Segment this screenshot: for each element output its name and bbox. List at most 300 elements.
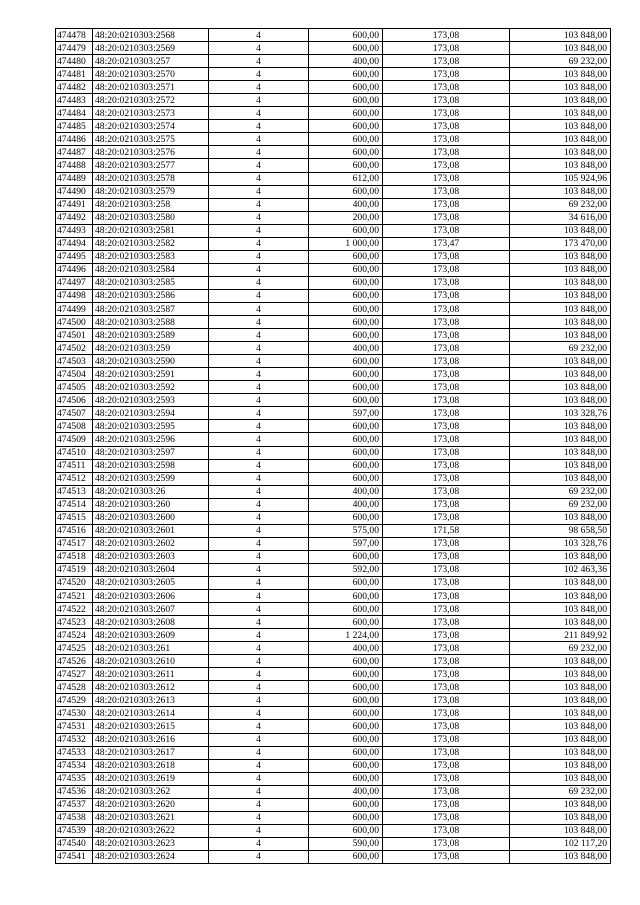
rate-cell: 173,08 [383, 681, 510, 694]
area-cell: 600,00 [309, 472, 383, 485]
area-cell: 600,00 [309, 250, 383, 263]
cadastral-number-cell: 48:20:0210303:2608 [93, 616, 209, 629]
table-row [56, 798, 611, 811]
rate-cell: 173,08 [383, 368, 510, 381]
group-cell: 4 [209, 629, 309, 642]
row-id-cell: 474498 [56, 289, 93, 302]
value-cell: 103 848,00 [510, 94, 611, 107]
row-id-cell: 474482 [56, 81, 93, 94]
rate-cell: 171,58 [383, 524, 510, 537]
cadastral-number-cell: 48:20:0210303:2607 [93, 603, 209, 616]
group-cell: 4 [209, 224, 309, 237]
cadastral-number-cell: 48:20:0210303:2590 [93, 355, 209, 368]
rate-cell: 173,08 [383, 446, 510, 459]
row-id-cell: 474523 [56, 616, 93, 629]
rate-cell: 173,08 [383, 316, 510, 329]
row-id-cell: 474483 [56, 94, 93, 107]
rate-cell: 173,08 [383, 120, 510, 133]
rate-cell: 173,08 [383, 655, 510, 668]
rate-cell: 173,08 [383, 342, 510, 355]
row-id-cell: 474505 [56, 381, 93, 394]
cadastral-number-cell: 48:20:0210303:261 [93, 642, 209, 655]
area-cell: 600,00 [309, 824, 383, 837]
value-cell: 103 848,00 [510, 68, 611, 81]
row-id-cell: 474534 [56, 759, 93, 772]
area-cell: 600,00 [309, 94, 383, 107]
table-row [56, 603, 611, 616]
value-cell: 103 848,00 [510, 616, 611, 629]
table-row [56, 394, 611, 407]
value-cell: 34 616,00 [510, 211, 611, 224]
cadastral-number-cell: 48:20:0210303:2620 [93, 798, 209, 811]
group-cell: 4 [209, 811, 309, 824]
value-cell: 103 848,00 [510, 759, 611, 772]
table-row [56, 616, 611, 629]
row-id-cell: 474506 [56, 394, 93, 407]
group-cell: 4 [209, 642, 309, 655]
group-cell: 4 [209, 563, 309, 576]
cadastral-number-cell: 48:20:0210303:2622 [93, 824, 209, 837]
rate-cell: 173,08 [383, 837, 510, 850]
group-cell: 4 [209, 446, 309, 459]
group-cell: 4 [209, 302, 309, 315]
value-cell: 103 848,00 [510, 733, 611, 746]
group-cell: 4 [209, 237, 309, 250]
group-cell: 4 [209, 94, 309, 107]
area-cell: 597,00 [309, 407, 383, 420]
group-cell: 4 [209, 420, 309, 433]
table-row [56, 563, 611, 576]
area-cell: 600,00 [309, 433, 383, 446]
group-cell: 4 [209, 211, 309, 224]
table-row [56, 720, 611, 733]
rate-cell: 173,08 [383, 759, 510, 772]
row-id-cell: 474492 [56, 211, 93, 224]
table-row [56, 133, 611, 146]
cadastral-number-cell: 48:20:0210303:2618 [93, 759, 209, 772]
rate-cell: 173,08 [383, 811, 510, 824]
group-cell: 4 [209, 172, 309, 185]
value-cell: 105 924,96 [510, 172, 611, 185]
group-cell: 4 [209, 485, 309, 498]
area-cell: 575,00 [309, 524, 383, 537]
cadastral-number-cell: 48:20:0210303:2605 [93, 576, 209, 589]
area-cell: 400,00 [309, 55, 383, 68]
row-id-cell: 474524 [56, 629, 93, 642]
rate-cell: 173,08 [383, 276, 510, 289]
area-cell: 600,00 [309, 733, 383, 746]
cadastral-number-cell: 48:20:0210303:2581 [93, 224, 209, 237]
group-cell: 4 [209, 120, 309, 133]
area-cell: 600,00 [309, 746, 383, 759]
group-cell: 4 [209, 837, 309, 850]
cadastral-number-cell: 48:20:0210303:2592 [93, 381, 209, 394]
cadastral-number-cell: 48:20:0210303:2603 [93, 550, 209, 563]
cadastral-number-cell: 48:20:0210303:2610 [93, 655, 209, 668]
value-cell: 211 849,92 [510, 629, 611, 642]
rate-cell: 173,08 [383, 563, 510, 576]
value-cell: 103 848,00 [510, 263, 611, 276]
area-cell: 600,00 [309, 185, 383, 198]
row-id-cell: 474485 [56, 120, 93, 133]
area-cell: 600,00 [309, 394, 383, 407]
cadastral-number-cell: 48:20:0210303:2623 [93, 837, 209, 850]
group-cell: 4 [209, 603, 309, 616]
table-row [56, 446, 611, 459]
table-row [56, 485, 611, 498]
table-row [56, 68, 611, 81]
table-row [56, 850, 611, 863]
area-cell: 600,00 [309, 590, 383, 603]
group-cell: 4 [209, 342, 309, 355]
cadastral-number-cell: 48:20:0210303:2611 [93, 668, 209, 681]
row-id-cell: 474513 [56, 485, 93, 498]
rate-cell: 173,08 [383, 29, 510, 42]
value-cell: 103 848,00 [510, 185, 611, 198]
table-row [56, 55, 611, 68]
value-cell: 103 848,00 [510, 276, 611, 289]
row-id-cell: 474514 [56, 498, 93, 511]
value-cell: 69 232,00 [510, 342, 611, 355]
group-cell: 4 [209, 81, 309, 94]
cadastral-number-cell: 48:20:0210303:2597 [93, 446, 209, 459]
group-cell: 4 [209, 107, 309, 120]
rate-cell: 173,08 [383, 733, 510, 746]
table-row [56, 302, 611, 315]
area-cell: 600,00 [309, 720, 383, 733]
group-cell: 4 [209, 550, 309, 563]
cadastral-number-cell: 48:20:0210303:260 [93, 498, 209, 511]
table-row [56, 146, 611, 159]
area-cell: 600,00 [309, 302, 383, 315]
group-cell: 4 [209, 42, 309, 55]
rate-cell: 173,08 [383, 550, 510, 563]
area-cell: 597,00 [309, 537, 383, 550]
cadastral-number-cell: 48:20:0210303:2586 [93, 289, 209, 302]
group-cell: 4 [209, 798, 309, 811]
rate-cell: 173,08 [383, 211, 510, 224]
cadastral-number-cell: 48:20:0210303:2584 [93, 263, 209, 276]
value-cell: 103 848,00 [510, 394, 611, 407]
group-cell: 4 [209, 146, 309, 159]
row-id-cell: 474535 [56, 772, 93, 785]
rate-cell: 173,08 [383, 198, 510, 211]
cadastral-number-cell: 48:20:0210303:2613 [93, 694, 209, 707]
table-row [56, 263, 611, 276]
cadastral-number-cell: 48:20:0210303:2594 [93, 407, 209, 420]
group-cell: 4 [209, 198, 309, 211]
area-cell: 612,00 [309, 172, 383, 185]
table-row [56, 576, 611, 589]
area-cell: 400,00 [309, 785, 383, 798]
table-row [56, 94, 611, 107]
rate-cell: 173,08 [383, 459, 510, 472]
value-cell: 103 848,00 [510, 355, 611, 368]
table-row [56, 289, 611, 302]
area-cell: 200,00 [309, 211, 383, 224]
cadastral-number-cell: 48:20:0210303:2577 [93, 159, 209, 172]
row-id-cell: 474541 [56, 850, 93, 863]
area-cell: 600,00 [309, 355, 383, 368]
value-cell: 103 848,00 [510, 316, 611, 329]
area-cell: 600,00 [309, 146, 383, 159]
area-cell: 600,00 [309, 29, 383, 42]
group-cell: 4 [209, 733, 309, 746]
table-row [56, 590, 611, 603]
group-cell: 4 [209, 355, 309, 368]
group-cell: 4 [209, 590, 309, 603]
group-cell: 4 [209, 759, 309, 772]
rate-cell: 173,08 [383, 720, 510, 733]
value-cell: 103 848,00 [510, 133, 611, 146]
rate-cell: 173,08 [383, 642, 510, 655]
area-cell: 400,00 [309, 498, 383, 511]
table-row [56, 472, 611, 485]
row-id-cell: 474526 [56, 655, 93, 668]
row-id-cell: 474497 [56, 276, 93, 289]
cadastral-number-cell: 48:20:0210303:26 [93, 485, 209, 498]
row-id-cell: 474484 [56, 107, 93, 120]
cadastral-number-cell: 48:20:0210303:2582 [93, 237, 209, 250]
rate-cell: 173,08 [383, 629, 510, 642]
rate-cell: 173,08 [383, 107, 510, 120]
area-cell: 592,00 [309, 563, 383, 576]
table-row [56, 355, 611, 368]
value-cell: 103 848,00 [510, 146, 611, 159]
rate-cell: 173,08 [383, 616, 510, 629]
value-cell: 103 848,00 [510, 824, 611, 837]
value-cell: 103 848,00 [510, 224, 611, 237]
row-id-cell: 474539 [56, 824, 93, 837]
cadastral-number-cell: 48:20:0210303:2624 [93, 850, 209, 863]
cadastral-number-cell: 48:20:0210303:2616 [93, 733, 209, 746]
cadastral-number-cell: 48:20:0210303:2606 [93, 590, 209, 603]
group-cell: 4 [209, 850, 309, 863]
cadastral-number-cell: 48:20:0210303:2604 [93, 563, 209, 576]
area-cell: 600,00 [309, 550, 383, 563]
rate-cell: 173,08 [383, 81, 510, 94]
table-row [56, 81, 611, 94]
rate-cell: 173,08 [383, 785, 510, 798]
value-cell: 69 232,00 [510, 55, 611, 68]
rate-cell: 173,08 [383, 576, 510, 589]
value-cell: 103 848,00 [510, 302, 611, 315]
rate-cell: 173,08 [383, 250, 510, 263]
area-cell: 600,00 [309, 381, 383, 394]
group-cell: 4 [209, 55, 309, 68]
row-id-cell: 474532 [56, 733, 93, 746]
row-id-cell: 474488 [56, 159, 93, 172]
group-cell: 4 [209, 668, 309, 681]
group-cell: 4 [209, 433, 309, 446]
row-id-cell: 474507 [56, 407, 93, 420]
group-cell: 4 [209, 511, 309, 524]
rate-cell: 173,08 [383, 224, 510, 237]
row-id-cell: 474493 [56, 224, 93, 237]
cadastral-number-cell: 48:20:0210303:2588 [93, 316, 209, 329]
table-row [56, 329, 611, 342]
group-cell: 4 [209, 772, 309, 785]
row-id-cell: 474502 [56, 342, 93, 355]
rate-cell: 173,08 [383, 355, 510, 368]
value-cell: 103 848,00 [510, 420, 611, 433]
row-id-cell: 474529 [56, 694, 93, 707]
table-row [56, 785, 611, 798]
rate-cell: 173,08 [383, 420, 510, 433]
group-cell: 4 [209, 472, 309, 485]
value-cell: 103 848,00 [510, 694, 611, 707]
rate-cell: 173,47 [383, 237, 510, 250]
group-cell: 4 [209, 655, 309, 668]
area-cell: 600,00 [309, 133, 383, 146]
rate-cell: 173,08 [383, 94, 510, 107]
row-id-cell: 474494 [56, 237, 93, 250]
value-cell: 103 848,00 [510, 381, 611, 394]
value-cell: 103 848,00 [510, 746, 611, 759]
row-id-cell: 474540 [56, 837, 93, 850]
area-cell: 600,00 [309, 120, 383, 133]
group-cell: 4 [209, 720, 309, 733]
row-id-cell: 474530 [56, 707, 93, 720]
table-row [56, 159, 611, 172]
table-row [56, 511, 611, 524]
value-cell: 103 848,00 [510, 655, 611, 668]
table-row [56, 198, 611, 211]
group-cell: 4 [209, 276, 309, 289]
row-id-cell: 474521 [56, 590, 93, 603]
cadastral-number-cell: 48:20:0210303:2617 [93, 746, 209, 759]
row-id-cell: 474479 [56, 42, 93, 55]
rate-cell: 173,08 [383, 407, 510, 420]
value-cell: 103 848,00 [510, 446, 611, 459]
row-id-cell: 474509 [56, 433, 93, 446]
table-row [56, 642, 611, 655]
table-row [56, 681, 611, 694]
rate-cell: 173,08 [383, 511, 510, 524]
group-cell: 4 [209, 407, 309, 420]
group-cell: 4 [209, 368, 309, 381]
table-row [56, 276, 611, 289]
area-cell: 1 000,00 [309, 237, 383, 250]
row-id-cell: 474538 [56, 811, 93, 824]
cadastral-number-cell: 48:20:0210303:262 [93, 785, 209, 798]
cadastral-number-cell: 48:20:0210303:2568 [93, 29, 209, 42]
area-cell: 600,00 [309, 668, 383, 681]
table-row [56, 316, 611, 329]
area-cell: 600,00 [309, 316, 383, 329]
area-cell: 600,00 [309, 811, 383, 824]
cadastral-number-cell: 48:20:0210303:2602 [93, 537, 209, 550]
cadastral-number-cell: 48:20:0210303:2579 [93, 185, 209, 198]
row-id-cell: 474527 [56, 668, 93, 681]
group-cell: 4 [209, 29, 309, 42]
area-cell: 400,00 [309, 198, 383, 211]
rate-cell: 173,08 [383, 172, 510, 185]
table-row [56, 107, 611, 120]
value-cell: 103 848,00 [510, 250, 611, 263]
group-cell: 4 [209, 459, 309, 472]
value-cell: 69 232,00 [510, 498, 611, 511]
group-cell: 4 [209, 694, 309, 707]
area-cell: 600,00 [309, 772, 383, 785]
value-cell: 173 470,00 [510, 237, 611, 250]
value-cell: 103 848,00 [510, 576, 611, 589]
cadastral-number-cell: 48:20:0210303:2601 [93, 524, 209, 537]
cadastral-number-cell: 48:20:0210303:2573 [93, 107, 209, 120]
group-cell: 4 [209, 498, 309, 511]
value-cell: 103 848,00 [510, 550, 611, 563]
area-cell: 600,00 [309, 107, 383, 120]
row-id-cell: 474508 [56, 420, 93, 433]
rate-cell: 173,08 [383, 824, 510, 837]
value-cell: 103 848,00 [510, 603, 611, 616]
row-id-cell: 474516 [56, 524, 93, 537]
table-row [56, 733, 611, 746]
cadastral-number-cell: 48:20:0210303:2614 [93, 707, 209, 720]
cadastral-number-cell: 48:20:0210303:2575 [93, 133, 209, 146]
table-row [56, 211, 611, 224]
row-id-cell: 474503 [56, 355, 93, 368]
area-cell: 600,00 [309, 707, 383, 720]
table-row [56, 537, 611, 550]
cadastral-number-cell: 48:20:0210303:2587 [93, 302, 209, 315]
table-row [56, 837, 611, 850]
area-cell: 590,00 [309, 837, 383, 850]
rate-cell: 173,08 [383, 263, 510, 276]
cadastral-number-cell: 48:20:0210303:2596 [93, 433, 209, 446]
row-id-cell: 474520 [56, 576, 93, 589]
row-id-cell: 474536 [56, 785, 93, 798]
cadastral-number-cell: 48:20:0210303:2589 [93, 329, 209, 342]
rate-cell: 173,08 [383, 55, 510, 68]
table-row [56, 524, 611, 537]
area-cell: 600,00 [309, 511, 383, 524]
row-id-cell: 474515 [56, 511, 93, 524]
row-id-cell: 474531 [56, 720, 93, 733]
group-cell: 4 [209, 785, 309, 798]
table-row [56, 498, 611, 511]
rate-cell: 173,08 [383, 433, 510, 446]
rate-cell: 173,08 [383, 133, 510, 146]
area-cell: 600,00 [309, 446, 383, 459]
group-cell: 4 [209, 289, 309, 302]
rate-cell: 173,08 [383, 537, 510, 550]
table-row [56, 237, 611, 250]
group-cell: 4 [209, 185, 309, 198]
group-cell: 4 [209, 68, 309, 81]
row-id-cell: 474533 [56, 746, 93, 759]
value-cell: 103 848,00 [510, 107, 611, 120]
area-cell: 600,00 [309, 68, 383, 81]
table-row [56, 759, 611, 772]
cadastral-number-cell: 48:20:0210303:2569 [93, 42, 209, 55]
group-cell: 4 [209, 381, 309, 394]
area-cell: 600,00 [309, 159, 383, 172]
row-id-cell: 474491 [56, 198, 93, 211]
cadastral-number-cell: 48:20:0210303:257 [93, 55, 209, 68]
cadastral-number-cell: 48:20:0210303:2571 [93, 81, 209, 94]
rate-cell: 173,08 [383, 694, 510, 707]
group-cell: 4 [209, 707, 309, 720]
area-cell: 600,00 [309, 276, 383, 289]
value-cell: 69 232,00 [510, 198, 611, 211]
table-row [56, 185, 611, 198]
table-row [56, 811, 611, 824]
value-cell: 69 232,00 [510, 785, 611, 798]
cadastral-number-cell: 48:20:0210303:2591 [93, 368, 209, 381]
rate-cell: 173,08 [383, 485, 510, 498]
value-cell: 102 117,20 [510, 837, 611, 850]
